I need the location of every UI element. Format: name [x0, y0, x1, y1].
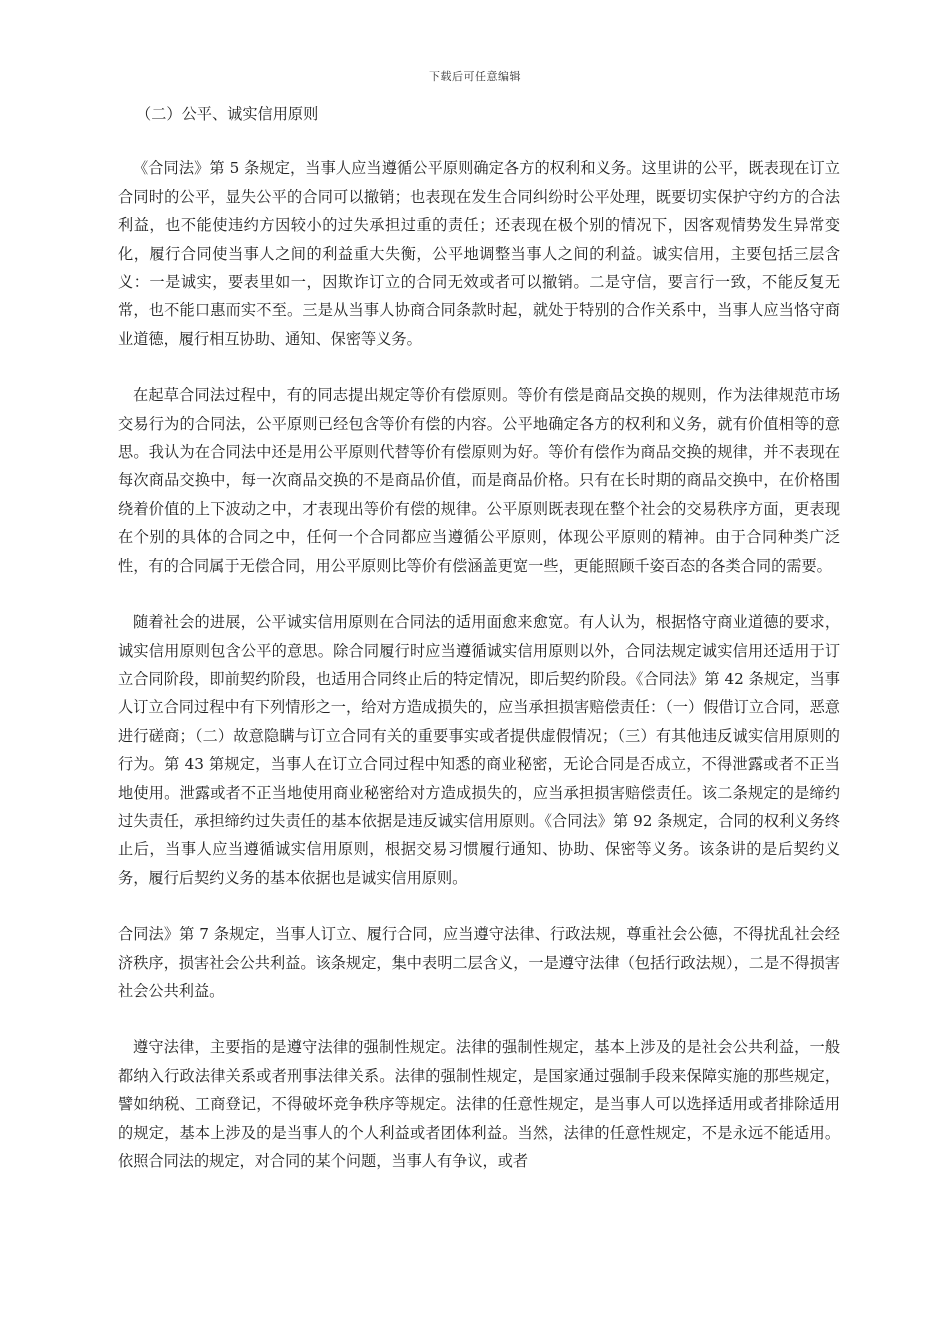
paragraph-good-faith-scope: 随着社会的进展，公平诚实信用原则在合同法的适用面愈来愈宽。有人认为，根据恪守商业道德的要求，诚实信用原则包含公平的意思。除合同履行时应当遵循诚实信用原则以外，合同法规定诚实信用还适用于订立合同阶段，即前契约阶段，也适用合同终止后的特定情况，即后契约阶段。《合同法》第 42 条规定，当事人订立合同过程中有下列情形之一，给对方造成损失的，应当承担损害赔偿责任：（一）假借订立合同，恶意进行磋商；（二）故意隐瞒与订立合同有关的重要事实或者提供虚假情况；（三）有其他违反诚实信用原则的行为。第 43 第规定，当事人在订立合同过程中知悉的商业秘密，无论合同是否成立，不得泄露或者不正当地使用。泄露或者不正当地使用商业秘密给对方造成损失的，应当承担损害赔偿责任。该二条规定的是缔约过失责任，承担缔约过失责任的基本依据是违反诚实信用原则。《合同法》第 92 条规定，合同的权利义务终止后，当事人应当遵循诚实信用原则，根据交易习惯履行通知、协助、保密等义务。该条讲的是后契约义务，履行后契约义务的基本依据也是诚实信用原则。 — [118, 613, 840, 887]
paragraph-fairness-good-faith: 《合同法》第 5 条规定，当事人应当遵循公平原则确定各方的权利和义务。这里讲的公平，既表现在订立合同时的公平，显失公平的合同可以撤销；也表现在发生合同纠纷时公平处理，既要切实保护守约方的合法利益，也不能使违约方因较小的过失承担过重的责任；还表现在极个别的情况下，因客观情势发生异常变化，履行合同使当事人之间的利益重大失衡，公平地调整当事人之间的利益。诚实信用，主要包括三层含义：一是诚实，要表里如一，因欺诈订立的合同无效或者可以撤销。二是守信，要言行一致，不能反复无常，也不能口惠而实不至。三是从当事人协商合同条款时起，就处于特别的合作关系中，当事人应当恪守商业道德，履行相互协助、通知、保密等义务。 — [118, 159, 840, 348]
document-body — [118, 100, 840, 1203]
paragraph-article-7: 合同法》第 7 条规定，当事人订立、履行合同，应当遵守法律、行政法规，尊重社会公德，不得扰乱社会经济秩序，损害社会公共利益。该条规定，集中表明二层含义，一是遵守法律（包括行政法规），二是不得损害社会公共利益。 — [118, 925, 840, 1000]
paragraph-observe-law: 遵守法律，主要指的是遵守法律的强制性规定。法律的强制性规定，基本上涉及的是社会公共利益，一般都纳入行政法律关系或者刑事法律关系。法律的强制性规定，是国家通过强制手段来保障实施的那些规定，譬如纳税、工商登记，不得破坏竞争秩序等规定。法律的任意性规定，是当事人可以选择适用或者排除适用的规定，基本上涉及的是当事人的个人利益或者团体利益。当然，法律的任意性规定，不是永远不能适用。依照合同法的规定，对合同的某个问题，当事人有争议，或者 — [118, 1038, 840, 1170]
section-heading: （二）公平、诚实信用原则 — [136, 105, 319, 123]
paragraph-equal-value-exchange: 在起草合同法过程中，有的同志提出规定等价有偿原则。等价有偿是商品交换的规则，作为法律规范市场交易行为的合同法，公平原则已经包含等价有偿的内容。公平地确定各方的权利和义务，就有价值相等的意思。我认为在合同法中还是用公平原则代替等价有偿原则为好。等价有偿作为商品交换的规律，并不表现在每次商品交换中，每一次商品交换的不是商品价值，而是商品价格。只有在长时期的商品交换中，在价格围绕着价值的上下波动之中，才表现出等价有偿的规律。公平原则既表现在整个社会的交易秩序方面，更表现在个别的具体的合同之中，任何一个合同都应当遵循公平原则，体现公平原则的精神。由于合同种类广泛性，有的合同属于无偿合同，用公平原则比等价有偿涵盖更宽一些，更能照顾千姿百态的各类合同的需要。 — [118, 386, 840, 575]
page-header-note: 下载后可任意编辑 — [429, 70, 521, 83]
